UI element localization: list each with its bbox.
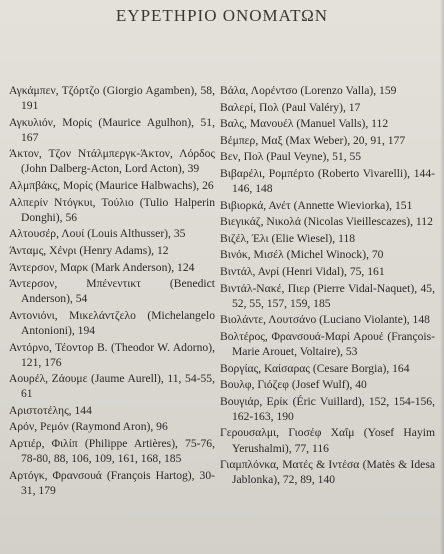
index-entry: Βιντάλ-Νακέ, Πιερ (Pierre Vidal-Naquet), 45, 52, 55, 157, 159, 185 xyxy=(220,281,435,310)
index-entry: Βινόκ, Μισέλ (Michel Winock), 70 xyxy=(220,248,384,262)
index-entry: Άντερσον, Μπένεντικτ (Benedict Anderson), 54 xyxy=(9,277,215,306)
index-entry: Αντόρνο, Τέοντορ Β. (Theodor W. Adorno), 121, 176 xyxy=(9,340,215,369)
index-entry: Βεν, Πολ (Paul Veyne), 51, 55 xyxy=(220,150,362,164)
index-entry: Βαλς, Μανουέλ (Manuel Valls), 112 xyxy=(220,117,389,131)
index-entry: Αουρέλ, Ζάουμε (Jaume Aurell), 11, 54-55, 61 xyxy=(9,372,215,401)
index-entry: Άντερσον, Μαρκ (Mark Anderson), 124 xyxy=(9,260,195,274)
index-entry: Αριστοτέλης, 144 xyxy=(9,403,92,417)
index-entry: Βέμπερ, Μαξ (Max Weber), 20, 91, 177 xyxy=(220,133,406,147)
index-entry: Βιεγικάζ, Νικολά (Nicolas Vieillescazes), 112 xyxy=(220,215,433,229)
index-entry: Αρόν, Ρεμόν (Raymond Aron), 96 xyxy=(9,420,168,434)
index-entry: Αλπερίν Ντόγκυι, Τούλιο (Tulio Halperin Donghi), 56 xyxy=(9,195,215,224)
index-entry: Αλτουσέρ, Λουί (Louis Althusser), 35 xyxy=(9,227,186,241)
index-entry: Βουλφ, Γιόζεφ (Josef Wulf), 40 xyxy=(220,378,367,392)
index-entry: Άνταμς, Χένρι (Henry Adams), 12 xyxy=(9,243,169,257)
index-column-right xyxy=(220,83,435,489)
index-entry: Βιολάντε, Λουτσάνο (Luciano Violante), 148 xyxy=(220,313,430,327)
index-entry: Αγκυλιόν, Μορίς (Maurice Agulhon), 51, 167 xyxy=(9,115,215,144)
index-entry: Βιβαρέλι, Ρομπέρτο (Roberto Vivarelli), 144-146, 148 xyxy=(220,166,435,196)
index-entry: Αντονιόνι, Μικελάντζελο (Michelangelo Antonioni), 194 xyxy=(9,308,215,337)
page-title: ΕΥΡΕΤΗΡΙΟ ΟΝΟΜΑΤΩΝ xyxy=(115,6,329,25)
index-entry: Βιντάλ, Ανρί (Henri Vidal), 75, 161 xyxy=(220,265,385,279)
page-edge-shadow xyxy=(440,0,444,554)
index-entry: Βιζέλ, Έλι (Elie Wiesel), 118 xyxy=(220,231,356,245)
index-entry: Βοργίας, Καίσαρας (Cesare Borgia), 164 xyxy=(220,361,410,375)
index-entry: Αγκάμπεν, Τζόρτζο (Giorgio Agamben), 58, 191 xyxy=(9,84,215,113)
index-column-left xyxy=(9,83,215,499)
index-entry: Αρτόγκ, Φρανσουά (François Hartog), 30-31, 179 xyxy=(9,468,215,497)
index-entry: Αρτιέρ, Φιλίπ (Philippe Artières), 75-76, 78-80, 88, 106, 109, 161, 168, 185 xyxy=(9,437,215,466)
index-entry: Βάλα, Λορέντσο (Lorenzo Valla), 159 xyxy=(220,84,397,97)
index-entry: Βιβιορκά, Ανέτ (Annette Wieviorka), 151 xyxy=(220,198,413,212)
index-entry: Βολτέρος, Φρανσουά-Μαρί Αρουέ (François-Marie Arouet, Voltaire), 53 xyxy=(220,329,435,358)
index-entry: Βαλερί, Πολ (Paul Valéry), 17 xyxy=(220,100,361,114)
index-entry: Βουγιάρ, Ερίκ (Éric Vuillard), 152, 154-156, 162-163, 190 xyxy=(220,394,435,423)
index-entry: Άκτον, Τζον Ντάλμπεργκ-Άκτον, Λόρδος (John Dalberg-Acton, Lord Acton), 39 xyxy=(9,147,215,176)
index-entry: Αλμπβάκς, Μορίς (Maurice Halbwachs), 26 xyxy=(9,179,214,193)
index-entry: Γερουσαλμι, Γιοσέφ Χαΐμ (Yosef Hayim Yerushalmi), 77, 116 xyxy=(220,426,435,455)
index-entry: Γιαμπλόνκα, Ματές & Ιντέσα (Matès & Idesa Jablonka), 72, 89, 140 xyxy=(220,458,435,487)
